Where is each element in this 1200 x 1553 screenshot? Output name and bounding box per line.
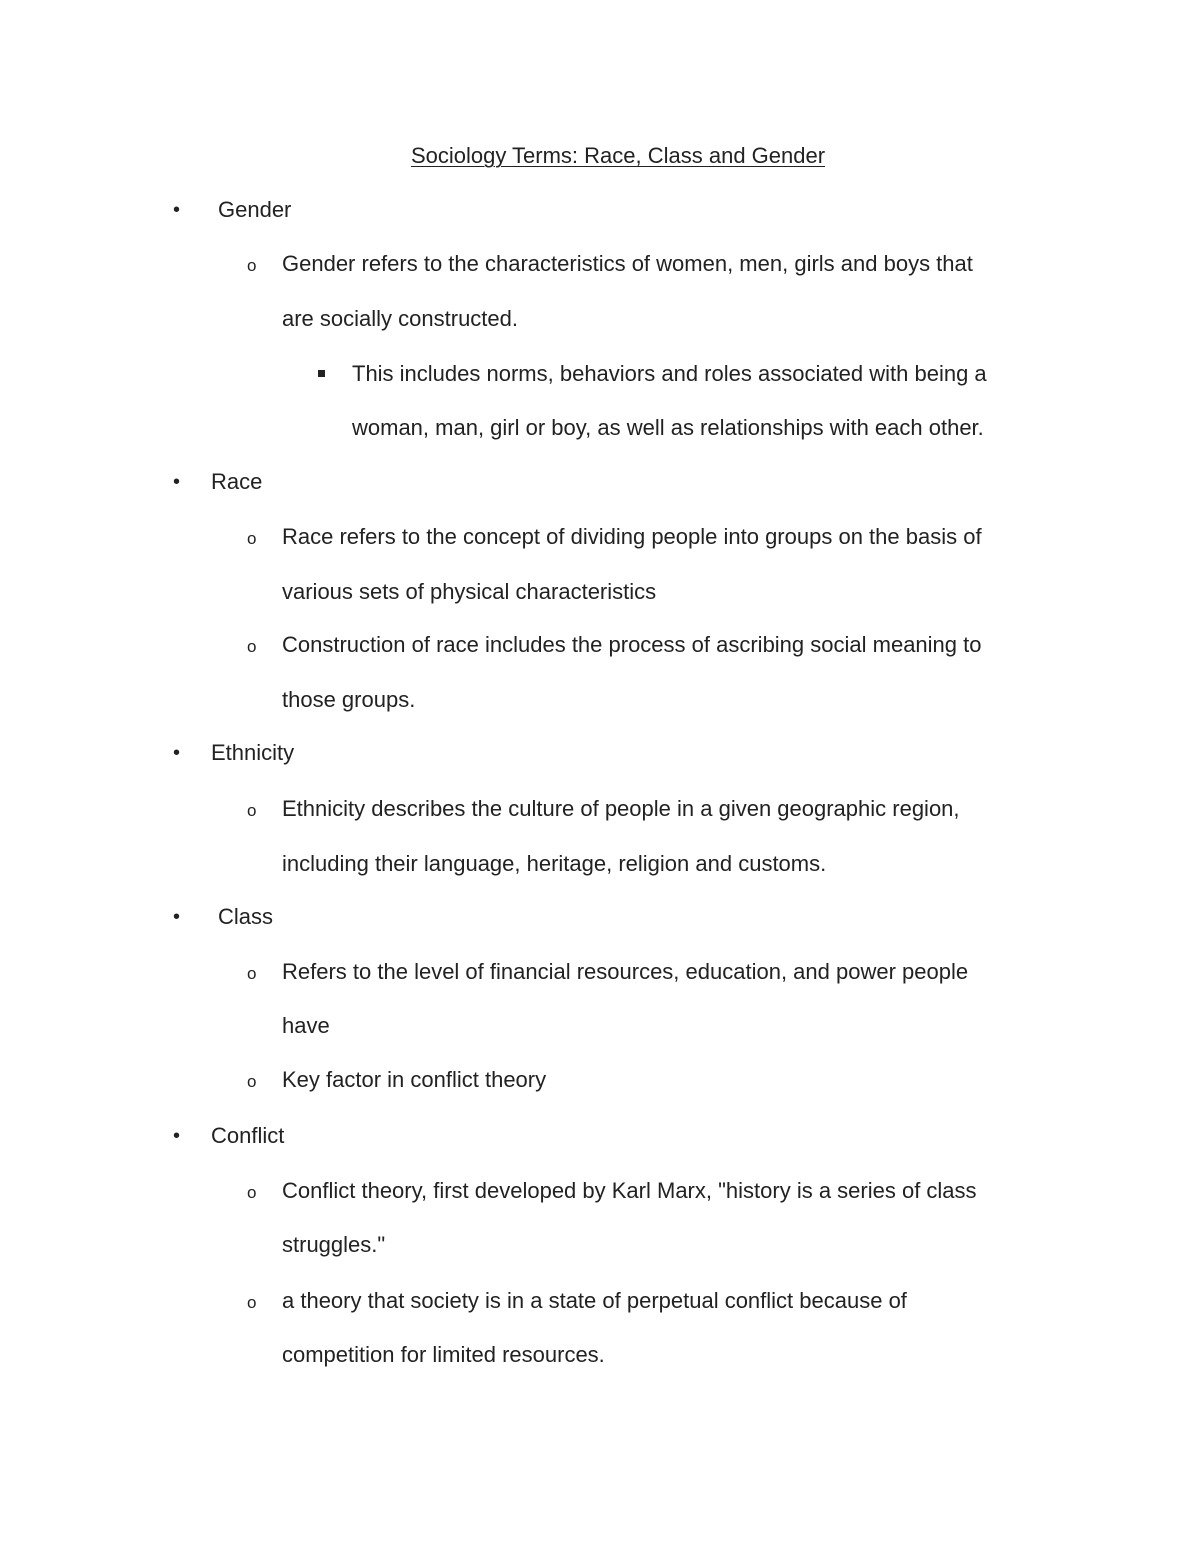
document-title: Sociology Terms: Race, Class and Gender xyxy=(410,143,826,168)
definition-line: struggles." xyxy=(282,1232,386,1257)
definition-line: Refers to the level of financial resources, education, and power people xyxy=(282,959,969,984)
term-heading-ethnicity: Ethnicity xyxy=(211,740,295,765)
definition-line: competition for limited resources. xyxy=(282,1342,605,1367)
detail-line: woman, man, girl or boy, as well as relationships with each other. xyxy=(352,415,984,440)
term-heading-class: Class xyxy=(218,904,274,929)
definition-line: Race refers to the concept of dividing people into groups on the basis of xyxy=(282,524,982,549)
sub-bullet-marker: o xyxy=(247,964,257,983)
definition-line: have xyxy=(282,1013,330,1038)
sub-bullet-marker: o xyxy=(247,529,257,548)
bullet-marker: • xyxy=(173,906,181,928)
sub-bullet-marker: o xyxy=(247,256,257,275)
bullet-marker: • xyxy=(173,471,181,493)
bullet-marker: • xyxy=(173,1125,181,1147)
definition-line: a theory that society is in a state of perpetual conflict because of xyxy=(282,1288,907,1313)
definition-line: Construction of race includes the process of ascribing social meaning to xyxy=(282,632,982,657)
definition-line: Ethnicity describes the culture of people in a given geographic region, xyxy=(282,796,960,821)
bullet-marker: • xyxy=(173,742,181,764)
definition-line: including their language, heritage, religion and customs. xyxy=(282,851,827,876)
sub-bullet-marker: o xyxy=(247,637,257,656)
detail-line: This includes norms, behaviors and roles associated with being a xyxy=(352,361,987,386)
definition-line: Gender refers to the characteristics of women, men, girls and boys that xyxy=(282,251,973,276)
definition-line: Key factor in conflict theory xyxy=(282,1067,547,1092)
term-heading-race: Race xyxy=(211,469,263,494)
definition-line: various sets of physical characteristics xyxy=(282,579,657,604)
definition-line: Conflict theory, first developed by Karl Marx, "history is a series of class xyxy=(282,1178,977,1203)
sub-bullet-marker: o xyxy=(247,1072,257,1091)
sub-bullet-marker: o xyxy=(247,1293,257,1312)
definition-line: are socially constructed. xyxy=(282,306,518,331)
definition-line: those groups. xyxy=(282,687,416,712)
sub-bullet-marker: o xyxy=(247,1183,257,1202)
bullet-marker: • xyxy=(173,199,181,221)
term-heading-gender: Gender xyxy=(218,197,292,222)
sub-bullet-marker: o xyxy=(247,801,257,820)
term-heading-conflict: Conflict xyxy=(211,1123,285,1148)
square-bullet-marker xyxy=(318,370,325,377)
